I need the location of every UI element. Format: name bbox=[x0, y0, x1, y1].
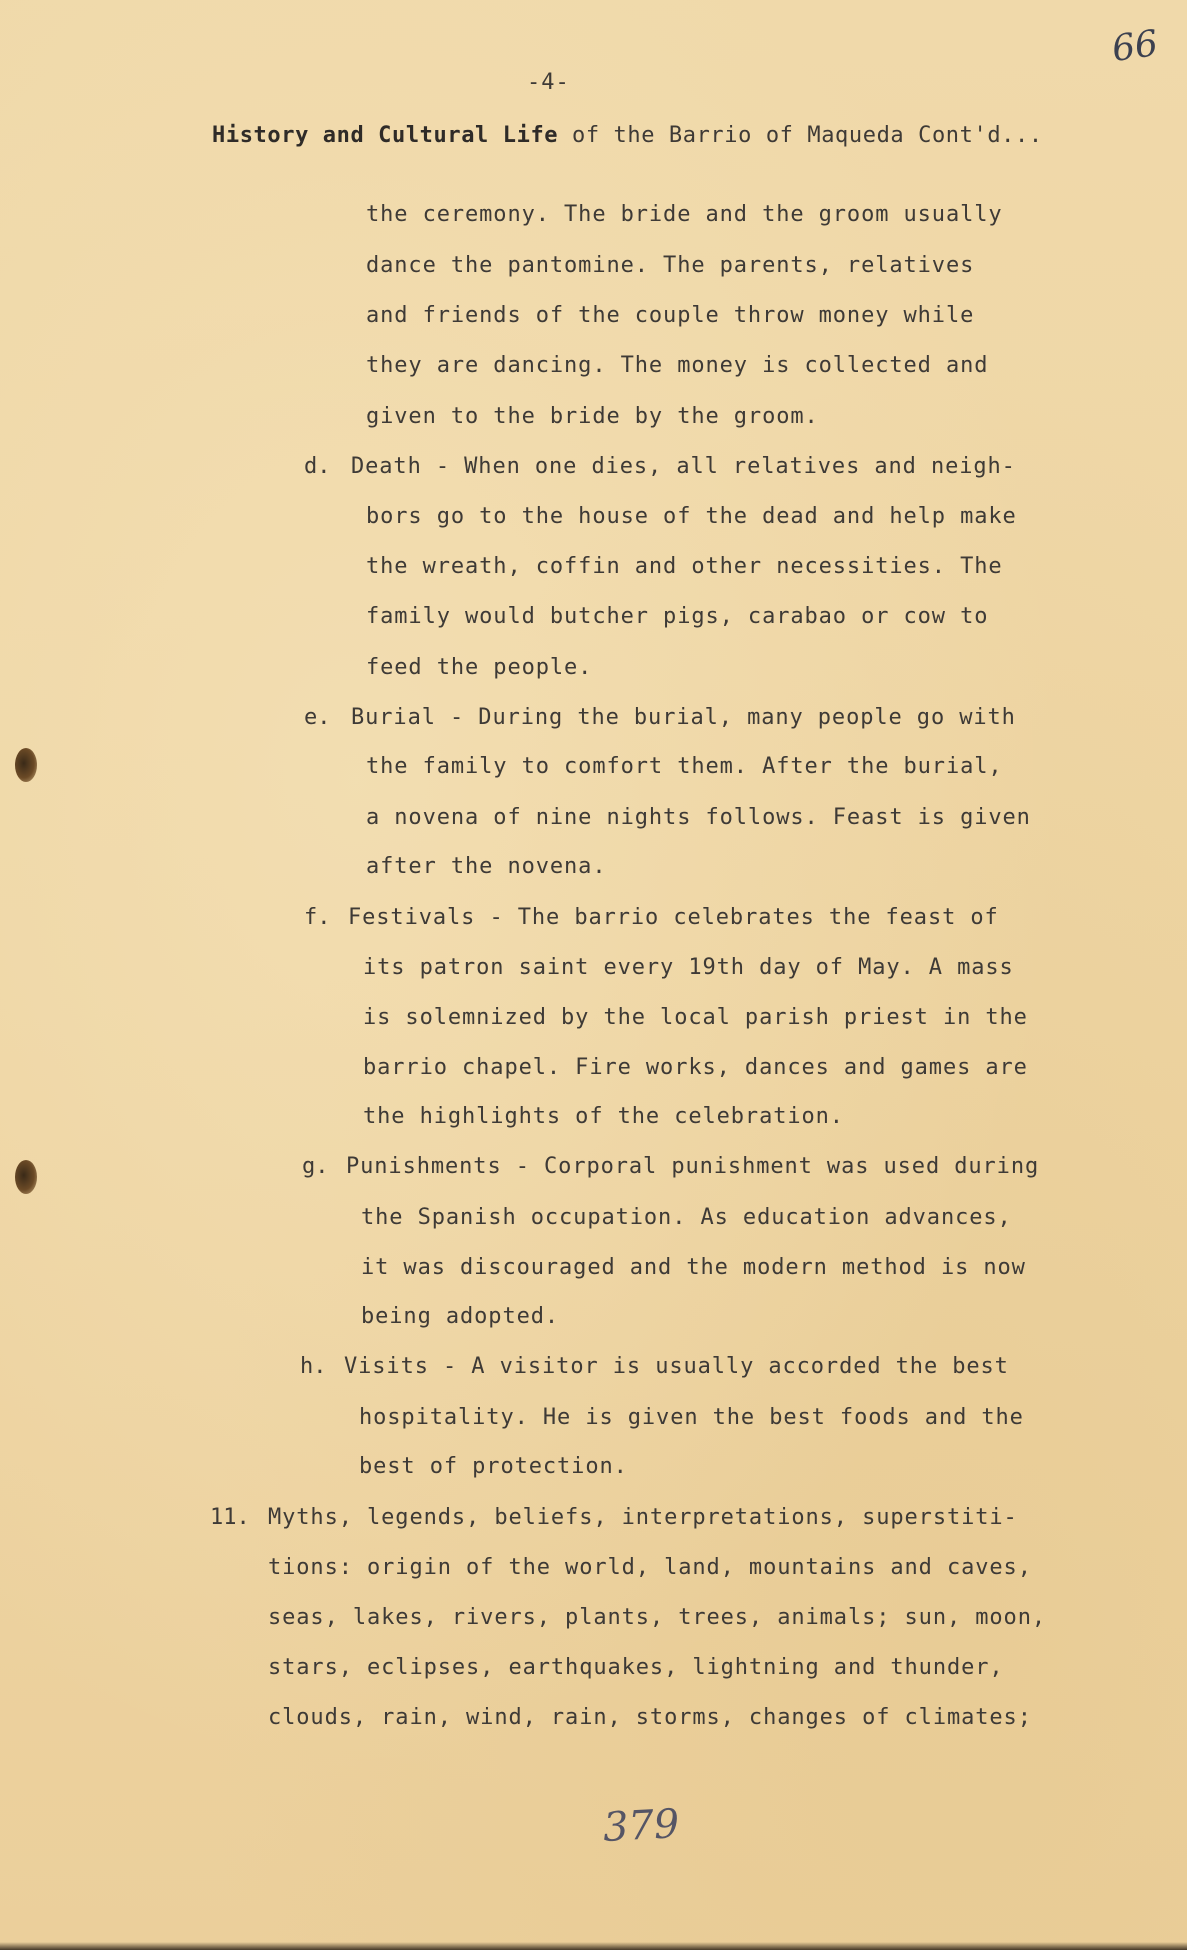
item-marker-g: g. bbox=[302, 1154, 329, 1179]
paragraph-line: they are dancing. The money is collected and bbox=[366, 353, 989, 378]
handwritten-page-number: 66 bbox=[1109, 23, 1161, 70]
handwritten-folio-number: 379 bbox=[601, 1801, 681, 1851]
item-d-line: bors go to the house of the dead and help make bbox=[366, 504, 1017, 529]
item-f-line: its patron saint every 19th day of May. A mass bbox=[363, 955, 1014, 980]
item-d-line: feed the people. bbox=[366, 655, 593, 680]
page-edge-shadow bbox=[0, 1942, 1187, 1950]
item-e-line: a novena of nine nights follows. Feast is given bbox=[366, 805, 1031, 830]
binding-hole bbox=[15, 748, 37, 782]
header-title: History and Cultural Life bbox=[212, 123, 559, 148]
header-subtitle: of the Barrio of Maqueda Cont'd... bbox=[558, 123, 1043, 148]
item-f-line: the highlights of the celebration. bbox=[363, 1104, 844, 1129]
section-11-line: clouds, rain, wind, rain, storms, changes of climates; bbox=[268, 1705, 1032, 1730]
item-d-line: the wreath, coffin and other necessities. The bbox=[366, 554, 1003, 579]
item-marker-e: e. bbox=[304, 705, 331, 730]
paragraph-line: and friends of the couple throw money while bbox=[366, 303, 975, 328]
item-marker-f: f. bbox=[304, 905, 331, 930]
item-d-line: Death - When one dies, all relatives and neigh- bbox=[351, 454, 1016, 479]
paragraph-line: given to the bride by the groom. bbox=[366, 404, 819, 429]
item-f-line: is solemnized by the local parish priest in the bbox=[363, 1005, 1028, 1030]
section-11-line: tions: origin of the world, land, mountains and caves, bbox=[268, 1555, 1032, 1580]
item-h-line: best of protection. bbox=[359, 1454, 628, 1479]
typed-page-number: -4- bbox=[527, 70, 570, 95]
item-marker-h: h. bbox=[300, 1354, 327, 1379]
page-header bbox=[212, 123, 1112, 148]
item-e-line: Burial - During the burial, many people go with bbox=[351, 705, 1016, 730]
section-11-line: seas, lakes, rivers, plants, trees, animals; sun, moon, bbox=[268, 1605, 1046, 1630]
item-g-line: it was discouraged and the modern method is now bbox=[361, 1255, 1026, 1280]
item-g-line: being adopted. bbox=[361, 1304, 560, 1329]
section-11-line: Myths, legends, beliefs, interpretations, superstiti- bbox=[268, 1505, 1018, 1530]
item-g-line: Punishments - Corporal punishment was used during bbox=[346, 1154, 1040, 1179]
paragraph-line: dance the pantomine. The parents, relatives bbox=[366, 253, 975, 278]
item-e-line: the family to comfort them. After the burial, bbox=[366, 754, 1003, 779]
binding-hole bbox=[15, 1160, 37, 1194]
paragraph-line: the ceremony. The bride and the groom usually bbox=[366, 202, 1003, 227]
item-h-line: hospitality. He is given the best foods and the bbox=[359, 1405, 1024, 1430]
item-d-line: family would butcher pigs, carabao or cow to bbox=[366, 604, 989, 629]
item-f-line: Festivals - The barrio celebrates the feast of bbox=[348, 905, 999, 930]
section-11-marker: 11. bbox=[210, 1505, 250, 1530]
item-g-line: the Spanish occupation. As education advances, bbox=[361, 1205, 1012, 1230]
item-f-line: barrio chapel. Fire works, dances and games are bbox=[363, 1055, 1028, 1080]
item-e-line: after the novena. bbox=[366, 854, 607, 879]
item-h-line: Visits - A visitor is usually accorded the best bbox=[344, 1354, 1009, 1379]
item-marker-d: d. bbox=[304, 454, 331, 479]
section-11-line: stars, eclipses, earthquakes, lightning and thunder, bbox=[268, 1655, 1004, 1680]
